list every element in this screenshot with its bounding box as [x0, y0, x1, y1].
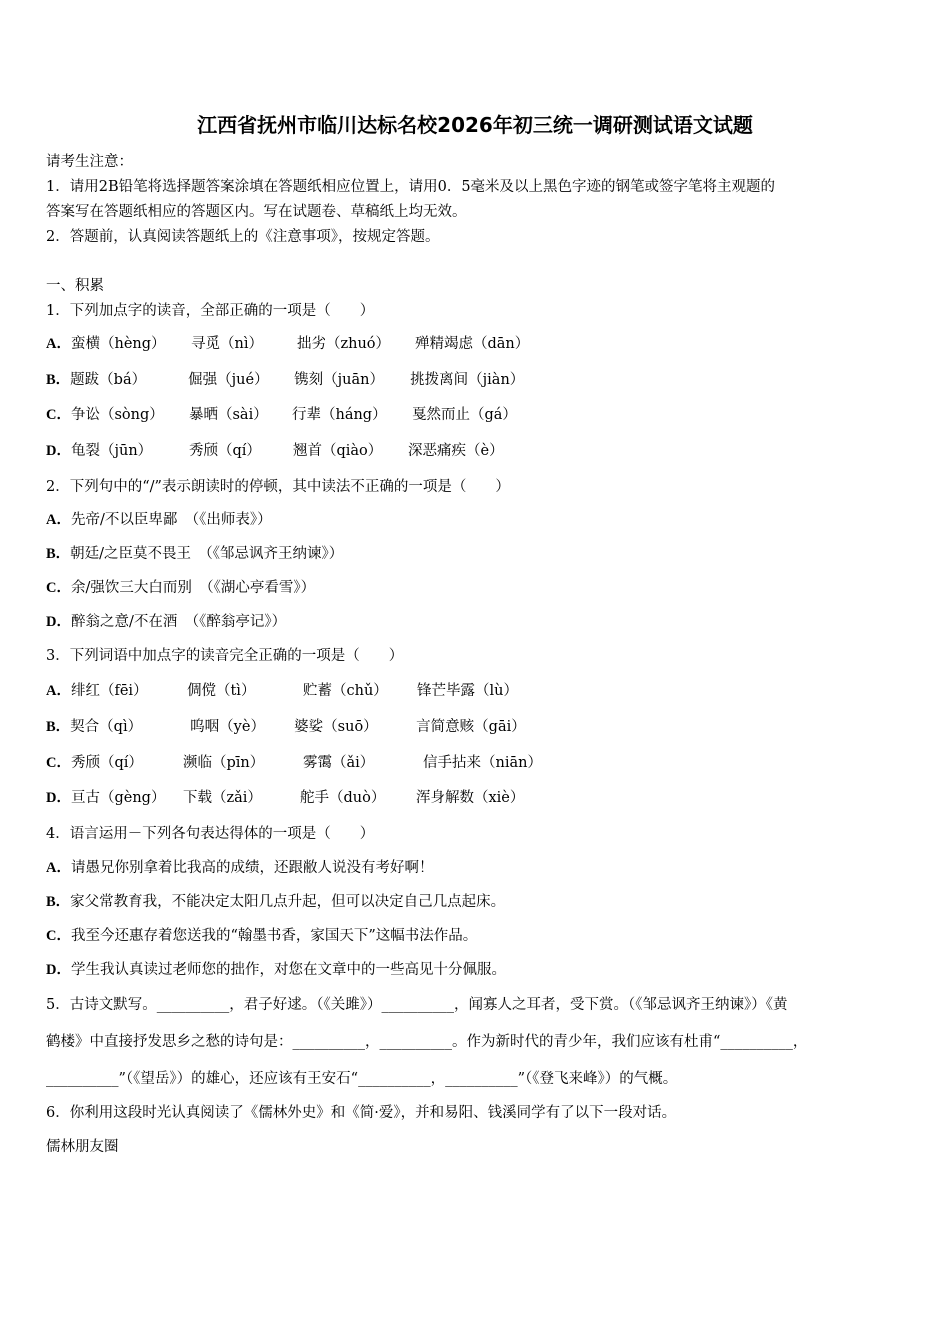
q2-option-a[interactable]: [46, 510, 272, 530]
answer-blank[interactable]: __________: [46, 1071, 119, 1087]
option-item: 亘古（gèng）: [70, 790, 166, 806]
q1-option-c[interactable]: [46, 405, 517, 425]
q2-option-b[interactable]: [46, 544, 343, 564]
q4-stem: 4．语言运用－下列各句表达得体的一项是（ ）: [46, 826, 375, 842]
notice-line-2: 答案写在答题纸相应的答题区内。写在试题卷、草稿纸上均无效。: [46, 204, 467, 220]
q2-stem: 2．下列句中的“/”表示朗读时的停顿，其中读法不正确的一项是（ ）: [46, 479, 510, 495]
notice-heading: 请考生注意：: [46, 154, 133, 170]
option-label: B．: [46, 719, 71, 735]
exam-title: 江西省抚州市临川达标名校2026年初三统一调研测试语文试题: [197, 113, 753, 137]
q5-text: ”（《望岳》）的雄心，还应该有王安石“: [118, 1071, 359, 1087]
answer-blank[interactable]: __________: [156, 997, 230, 1013]
answer-blank[interactable]: __________: [292, 1034, 365, 1050]
option-item: 倔强（jué）: [188, 372, 269, 388]
option-item: 呜咽（yè）: [190, 719, 265, 735]
option-item: 镌刻（juān）: [294, 372, 384, 388]
option-item: 婆娑（suō）: [294, 719, 378, 735]
q1-stem: 1．下列加点字的读音，全部正确的一项是（ ）: [46, 303, 375, 319]
q5-text: ，: [365, 1034, 380, 1050]
option-text: 朝廷/之臣莫不畏王 （《邹忌讽齐王纳谏》）: [70, 546, 344, 562]
q5-line-1: [46, 995, 787, 1015]
option-item: 信手拈来（niān）: [422, 755, 542, 771]
option-label: A．: [46, 512, 71, 528]
notice-line-1: 1．请用2B铅笔将选择题答案涂填在答题纸相应位置上，请用0．5毫米及以上黑色字迹的钢笔或签字笔将主观题的: [46, 179, 776, 195]
option-text: 请愚兄你别拿着比我高的成绩，还跟敝人说没有考好啊！: [70, 860, 434, 876]
notice-line-3: 2．答题前，认真阅读答题纸上的《注意事项》，按规定答题。: [46, 229, 440, 245]
q4-option-d[interactable]: [46, 960, 506, 980]
q1-option-a[interactable]: [46, 334, 529, 354]
option-label: C．: [46, 928, 71, 944]
q1-option-d[interactable]: [46, 441, 504, 461]
option-item: 秀颀（qí）: [188, 443, 261, 459]
q5-text: 5．古诗文默写。: [46, 997, 157, 1013]
option-item: 契合（qì）: [70, 719, 143, 735]
answer-blank[interactable]: __________: [358, 1071, 431, 1087]
option-text: 家父常教育我，不能决定太阳几点升起，但可以决定自己几点起床。: [70, 894, 506, 910]
option-label: A．: [46, 683, 71, 699]
option-text: 我至今还惠存着您送我的“翰墨书香，家国天下”这幅书法作品。: [70, 928, 478, 944]
q5-line-2: [46, 1032, 807, 1052]
option-item: 拙劣（zhuó）: [296, 336, 391, 352]
option-item: 行辈（háng）: [291, 407, 387, 423]
option-text: 先帝/不以臣卑鄙 （《出师表》）: [70, 512, 272, 528]
answer-blank[interactable]: __________: [445, 1071, 518, 1087]
q1-option-b[interactable]: [46, 370, 524, 390]
option-item: 翘首（qiào）: [292, 443, 383, 459]
answer-blank[interactable]: __________: [720, 1034, 793, 1050]
option-label: B．: [46, 546, 71, 562]
option-item: 深恶痛疾（è）: [407, 443, 504, 459]
option-label: C．: [46, 755, 71, 771]
section-heading: 一、积累: [46, 278, 104, 294]
option-item: 殚精竭虑（dān）: [414, 336, 530, 352]
option-item: 暴晒（sài）: [188, 407, 268, 423]
option-item: 倜傥（tì）: [186, 683, 256, 699]
option-item: 浑身解数（xiè）: [415, 790, 525, 806]
option-item: 蛮横（hèng）: [70, 336, 166, 352]
option-text: 余/强饮三大白而别 （《湖心亭看雪》）: [70, 580, 316, 596]
option-label: D．: [46, 614, 71, 630]
option-item: 舵手（duò）: [299, 790, 386, 806]
option-label: B．: [46, 372, 71, 388]
option-label: B．: [46, 894, 71, 910]
q5-text: ，: [792, 1034, 808, 1050]
q2-option-c[interactable]: [46, 578, 315, 598]
option-label: C．: [46, 407, 71, 423]
option-item: 贮蓄（chǔ）: [302, 683, 388, 699]
q4-option-c[interactable]: [46, 926, 477, 946]
option-label: D．: [46, 790, 71, 806]
q6-stem: 6．你利用这段时光认真阅读了《儒林外史》和《简·爱》，并和易阳、钱溪同学有了以下一段对话。: [46, 1105, 677, 1121]
option-item: 雾霭（ǎi）: [302, 755, 375, 771]
option-item: 锋芒毕露（lù）: [416, 683, 518, 699]
option-item: 寻觅（nì）: [190, 336, 263, 352]
option-item: 题跋（bá）: [70, 372, 147, 388]
option-item: 争讼（sòng）: [70, 407, 164, 423]
q5-text: ，君子好逑。（《关雎》）: [229, 997, 382, 1013]
option-item: 下载（zǎi）: [182, 790, 262, 806]
q5-text: 。作为新时代的青少年，我们应该有杜甫“: [452, 1034, 721, 1050]
option-item: 绯红（fēi）: [70, 683, 148, 699]
q6-subheading: 儒林朋友圈: [46, 1139, 119, 1155]
option-label: D．: [46, 962, 71, 978]
option-item: 濒临（pīn）: [182, 755, 265, 771]
q3-option-c[interactable]: [46, 753, 542, 773]
answer-blank[interactable]: __________: [381, 997, 454, 1013]
option-item: 戛然而止（gá）: [411, 407, 517, 423]
option-label: D．: [46, 443, 71, 459]
option-label: C．: [46, 580, 71, 596]
q3-option-d[interactable]: [46, 788, 524, 808]
option-item: 龟裂（jūn）: [70, 443, 153, 459]
q5-line-3: [46, 1069, 677, 1089]
q3-option-b[interactable]: [46, 717, 526, 737]
option-text: 学生我认真读过老师您的拙作，对您在文章中的一些高见十分佩服。: [70, 962, 506, 978]
option-item: 言简意赅（gāi）: [416, 719, 526, 735]
q5-text: 鹤楼》中直接抒发思乡之愁的诗句是：: [46, 1034, 293, 1050]
option-label: A．: [46, 860, 71, 876]
q2-option-d[interactable]: [46, 612, 286, 632]
q3-option-a[interactable]: [46, 681, 518, 701]
q4-option-b[interactable]: [46, 892, 505, 912]
option-label: A．: [46, 336, 71, 352]
q3-stem: 3．下列词语中加点字的读音完全正确的一项是（ ）: [46, 648, 404, 664]
q5-text: ”（《登飞来峰》）的气概。: [517, 1071, 678, 1087]
answer-blank[interactable]: __________: [379, 1034, 452, 1050]
q4-option-a[interactable]: [46, 858, 433, 878]
option-text: 醉翁之意/不在酒 （《醉翁亭记》）: [70, 614, 287, 630]
q5-text: ，闻寡人之耳者，受下赏。（《邹忌讽齐王纳谏》）《黄: [453, 997, 788, 1013]
option-item: 挑拨离间（jiàn）: [410, 372, 525, 388]
q5-text: ，: [430, 1071, 446, 1087]
option-item: 秀颀（qí）: [70, 755, 143, 771]
